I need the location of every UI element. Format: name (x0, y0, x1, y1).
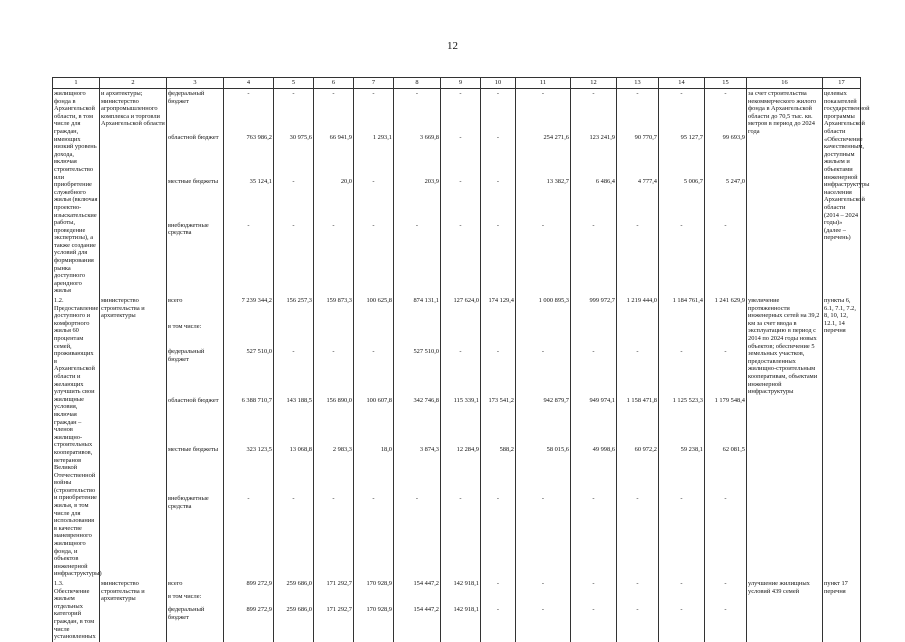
value-cell: 1 179 548,4 (705, 396, 747, 445)
funding-source-cell: местные бюджеты (167, 445, 224, 494)
value-cell (394, 322, 441, 348)
value-cell: 174 129,4 (481, 296, 516, 322)
funding-source-cell: федеральный бюджет (167, 605, 224, 630)
value-cell: - (441, 177, 481, 221)
column-header: 1 (53, 78, 100, 89)
value-cell (314, 322, 354, 348)
table-row (53, 605, 861, 630)
filler-row (53, 544, 861, 579)
value-cell: - (617, 605, 659, 630)
value-cell: - (571, 605, 617, 630)
value-cell: - (274, 494, 314, 543)
value-cell (617, 322, 659, 348)
value-cell (394, 592, 441, 605)
value-cell: 259 686,0 (274, 579, 314, 592)
value-cell (571, 592, 617, 605)
value-cell: 156 257,3 (274, 296, 314, 322)
value-cell: 171 292,7 (314, 605, 354, 630)
value-cell: - (481, 494, 516, 543)
value-cell: 18,0 (354, 445, 394, 494)
value-cell: 142 918,1 (441, 579, 481, 592)
table-row (53, 177, 861, 221)
value-cell (441, 592, 481, 605)
value-cell: - (441, 494, 481, 543)
value-cell: 127 624,0 (441, 296, 481, 322)
value-cell: 13 382,7 (516, 177, 571, 221)
value-cell: 1 241 629,9 (705, 296, 747, 322)
result-cell: улучшение жилищных условий 439 семей (747, 579, 823, 642)
value-cell: - (659, 89, 705, 134)
value-cell: - (705, 221, 747, 265)
value-cell: - (481, 579, 516, 592)
value-cell: 2 983,3 (314, 445, 354, 494)
funding-source-cell: областной бюджет (167, 396, 224, 445)
value-cell: - (274, 347, 314, 396)
funding-source-cell: всего (167, 296, 224, 322)
value-cell (617, 592, 659, 605)
value-cell: - (516, 347, 571, 396)
value-cell: 100 625,8 (354, 296, 394, 322)
value-cell: - (705, 89, 747, 134)
table-row (53, 592, 861, 605)
indicator-link-cell: пункты 6, 6.1, 7.1, 7.2, 8, 10, 12, 12.1, 14 перечня (823, 296, 861, 579)
value-cell: 5 247,0 (705, 177, 747, 221)
value-cell (224, 592, 274, 605)
value-cell (354, 592, 394, 605)
value-cell: 60 972,2 (617, 445, 659, 494)
value-cell (516, 592, 571, 605)
page-number: 12 (447, 40, 458, 52)
result-cell: за счет строительства некоммерческого жилого фонда в Архангельской области до 70,5 тыс. кв. метров в период до 2024 года (747, 89, 823, 297)
value-cell: - (354, 221, 394, 265)
value-cell: - (705, 605, 747, 630)
column-header: 9 (441, 78, 481, 89)
value-cell: - (354, 347, 394, 396)
value-cell: - (516, 494, 571, 543)
value-cell: 527 510,0 (394, 347, 441, 396)
value-cell: - (617, 494, 659, 543)
value-cell: 1 125 523,3 (659, 396, 705, 445)
value-cell (659, 592, 705, 605)
value-cell: 949 974,1 (571, 396, 617, 445)
column-header: 12 (571, 78, 617, 89)
value-cell: - (705, 347, 747, 396)
value-cell: 999 972,7 (571, 296, 617, 322)
value-cell: - (354, 89, 394, 134)
value-cell (516, 322, 571, 348)
column-header: 6 (314, 78, 354, 89)
value-cell: 259 686,0 (274, 605, 314, 630)
result-cell: увеличение протяженности инженерных сетей на 39,2 км за счет ввода в эксплуатацию в период с 2014 по 2024 годы новых объектов; обеспечение 5 земельных участков, предоставленных жилищно-строительным кооперативам, объектами инженерной инфраструктуры (747, 296, 823, 579)
value-cell: - (617, 89, 659, 134)
value-cell: 154 447,2 (394, 579, 441, 592)
value-cell: 874 131,1 (394, 296, 441, 322)
value-cell: - (571, 579, 617, 592)
table-row (53, 221, 861, 265)
value-cell: 142 918,1 (441, 605, 481, 630)
value-cell: 942 879,7 (516, 396, 571, 445)
value-cell: - (481, 605, 516, 630)
value-cell: 1 000 895,3 (516, 296, 571, 322)
value-cell (705, 322, 747, 348)
value-cell: - (224, 221, 274, 265)
value-cell: 899 272,9 (224, 605, 274, 630)
column-header: 17 (823, 78, 861, 89)
value-cell: 49 998,6 (571, 445, 617, 494)
value-cell: 1 184 761,4 (659, 296, 705, 322)
value-cell: 5 006,7 (659, 177, 705, 221)
measure-name-cell: 1.2. Предоставление доступного и комфортного жилья 60 процентам семей, проживающих в Архангельской области и желающих улучшить свои жилищные условия, включая граждан – членов жилищно-строительных кооперативов, ветеранов Великой Отечественной войны (строительство и приобретение жилья, в том числе для использования в качестве маневренного жилищного фонда, и объектов инженерной инфраструктуры) (54, 297, 102, 578)
value-cell: 99 693,9 (705, 133, 747, 177)
value-cell: 115 339,1 (441, 396, 481, 445)
column-header: 3 (167, 78, 224, 89)
value-cell: - (617, 347, 659, 396)
value-cell: 254 271,6 (516, 133, 571, 177)
value-cell: - (354, 494, 394, 543)
value-cell: - (617, 579, 659, 592)
value-cell: 203,9 (394, 177, 441, 221)
value-cell: - (394, 221, 441, 265)
value-cell: 58 015,6 (516, 445, 571, 494)
funding-source-cell: федеральный бюджет (167, 347, 224, 396)
value-cell: 342 746,8 (394, 396, 441, 445)
value-cell (571, 322, 617, 348)
value-cell: 323 123,5 (224, 445, 274, 494)
value-cell: 159 873,3 (314, 296, 354, 322)
column-header: 14 (659, 78, 705, 89)
value-cell: 173 541,2 (481, 396, 516, 445)
value-cell: - (314, 89, 354, 134)
funding-source-cell: федеральный бюджет (167, 89, 224, 134)
value-cell: - (481, 133, 516, 177)
table-row (53, 579, 861, 592)
value-cell: - (354, 177, 394, 221)
value-cell: - (274, 177, 314, 221)
value-cell: 7 239 344,2 (224, 296, 274, 322)
table-row (53, 347, 861, 396)
value-cell: - (516, 89, 571, 134)
value-cell: 1 293,1 (354, 133, 394, 177)
value-cell: - (314, 494, 354, 543)
column-number-row (53, 78, 861, 89)
value-cell: - (224, 89, 274, 134)
value-cell: 3 669,8 (394, 133, 441, 177)
value-cell: 527 510,0 (224, 347, 274, 396)
value-cell: - (571, 221, 617, 265)
value-cell (274, 592, 314, 605)
value-cell (314, 592, 354, 605)
value-cell: - (224, 494, 274, 543)
value-cell: - (481, 89, 516, 134)
column-header: 8 (394, 78, 441, 89)
value-cell: - (441, 89, 481, 134)
value-cell: - (441, 347, 481, 396)
value-cell: 95 127,7 (659, 133, 705, 177)
table-row (53, 296, 861, 322)
table-row (53, 494, 861, 543)
table-row (53, 396, 861, 445)
indicator-link-cell: пункт 17 перечня (823, 579, 861, 642)
value-cell: 30 975,6 (274, 133, 314, 177)
funding-source-cell: всего (167, 579, 224, 592)
column-header: 13 (617, 78, 659, 89)
value-cell (481, 322, 516, 348)
program-table (52, 77, 870, 642)
value-cell: 170 928,9 (354, 605, 394, 630)
value-cell: 20,0 (314, 177, 354, 221)
column-header: 16 (747, 78, 823, 89)
table-row (53, 445, 861, 494)
funding-source-cell: в том числе: (167, 592, 224, 605)
value-cell: 3 874,3 (394, 445, 441, 494)
value-cell: - (481, 177, 516, 221)
table-row (53, 322, 861, 348)
value-cell: 6 486,4 (571, 177, 617, 221)
executor-cell: министерство строительства и архитектуры (100, 579, 167, 642)
value-cell: - (516, 579, 571, 592)
value-cell: - (274, 221, 314, 265)
column-header: 5 (274, 78, 314, 89)
value-cell (441, 322, 481, 348)
column-header: 7 (354, 78, 394, 89)
funding-source-cell: областной бюджет (167, 133, 224, 177)
value-cell: 170 928,9 (354, 579, 394, 592)
value-cell: 35 124,1 (224, 177, 274, 221)
value-cell: - (571, 494, 617, 543)
value-cell: - (394, 89, 441, 134)
funding-source-cell: внебюджетные средства (167, 221, 224, 265)
value-cell: - (659, 494, 705, 543)
filler-row (53, 265, 861, 297)
value-cell: - (481, 221, 516, 265)
value-cell: 763 986,2 (224, 133, 274, 177)
value-cell: 899 272,9 (224, 579, 274, 592)
executor-cell: министерство строительства и архитектуры (100, 296, 167, 579)
value-cell: - (274, 89, 314, 134)
column-header: 11 (516, 78, 571, 89)
value-cell: - (441, 221, 481, 265)
value-cell: - (705, 579, 747, 592)
value-cell: 588,2 (481, 445, 516, 494)
value-cell: - (659, 579, 705, 592)
filler-row (53, 630, 861, 642)
value-cell: - (516, 221, 571, 265)
value-cell: 4 777,4 (617, 177, 659, 221)
executor-cell: и архитектуры; министерство агропромышленного комплекса и торговли Архангельской области (100, 89, 167, 297)
value-cell (274, 322, 314, 348)
table-row (53, 133, 861, 177)
measure-name-cell: жилищного фонда в Архангельской области, в том числе для граждан, имеющих низкий уровень дохода, включая строительство или приобретение служебного жилья (включая проектно-изыскательские работы, проведение экспертизы), а также создание условий для формирования рынка доступного арендного жилья (53, 89, 100, 297)
value-cell: 62 081,5 (705, 445, 747, 494)
value-cell: 6 388 710,7 (224, 396, 274, 445)
value-cell: 1 158 471,8 (617, 396, 659, 445)
column-header: 4 (224, 78, 274, 89)
value-cell: 66 941,9 (314, 133, 354, 177)
value-cell: - (659, 347, 705, 396)
indicator-link-cell: целевых показателей государственной программы Архангельской области «Обеспечение качественным, доступным жильем и объектами инженерной инфраструктуры населения Архангельской области (2014 – 2024 годы)» (далее – перечень) (823, 89, 861, 297)
value-cell: 90 770,7 (617, 133, 659, 177)
measure-name-cell: 1.3. Обеспечение жильем отдельных категорий граждан, в том числе установленных (53, 579, 100, 642)
column-header: 2 (100, 78, 167, 89)
value-cell: - (659, 605, 705, 630)
value-cell (705, 592, 747, 605)
value-cell (481, 592, 516, 605)
value-cell: 100 607,8 (354, 396, 394, 445)
funding-source-cell: в том числе: (167, 322, 224, 348)
value-cell: - (705, 494, 747, 543)
value-cell (354, 322, 394, 348)
value-cell: - (516, 605, 571, 630)
value-cell: 59 238,1 (659, 445, 705, 494)
value-cell: 156 890,0 (314, 396, 354, 445)
value-cell: - (571, 89, 617, 134)
value-cell: - (394, 494, 441, 543)
value-cell: - (659, 221, 705, 265)
value-cell: - (481, 347, 516, 396)
value-cell: - (617, 221, 659, 265)
value-cell: 171 292,7 (314, 579, 354, 592)
value-cell: - (441, 133, 481, 177)
funding-source-cell: местные бюджеты (167, 177, 224, 221)
value-cell (659, 322, 705, 348)
value-cell: 12 284,9 (441, 445, 481, 494)
value-cell: - (314, 347, 354, 396)
value-cell: 1 219 444,0 (617, 296, 659, 322)
table-row (53, 89, 861, 134)
column-header: 10 (481, 78, 516, 89)
value-cell: 143 188,5 (274, 396, 314, 445)
value-cell: - (571, 347, 617, 396)
funding-source-cell: внебюджетные средства (167, 494, 224, 543)
value-cell: 154 447,2 (394, 605, 441, 630)
value-cell (224, 322, 274, 348)
column-header: 15 (705, 78, 747, 89)
value-cell: - (314, 221, 354, 265)
value-cell: 13 068,8 (274, 445, 314, 494)
value-cell: 123 241,9 (571, 133, 617, 177)
